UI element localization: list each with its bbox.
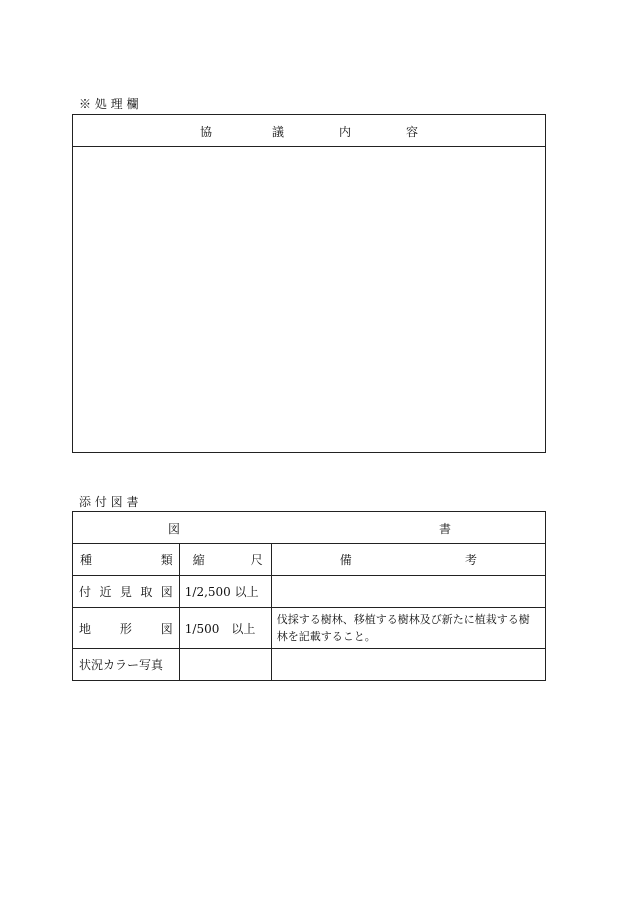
- scale-cell: [179, 576, 271, 608]
- attachments-table: [72, 511, 546, 681]
- scale-header-char: 尺: [250, 553, 263, 567]
- table-row: [73, 608, 546, 649]
- kind-char: 地: [79, 621, 92, 636]
- kind-char: 図: [160, 585, 173, 599]
- kind-cell: [73, 608, 180, 649]
- remarks-value: 伐採する樹林、移植する樹林及び新たに植栽する樹林を記載すること。: [276, 613, 530, 643]
- consultation-header-char: 議: [272, 125, 285, 139]
- attachments-top-header-row: [73, 512, 546, 544]
- column-header-row: [73, 544, 546, 576]
- kind-char: 形: [119, 621, 132, 636]
- remarks-cell: [271, 649, 545, 681]
- consultation-header-char: 容: [406, 125, 419, 139]
- remarks-column-header: [271, 544, 545, 576]
- kind-header-char: 類: [160, 553, 173, 567]
- kind-char: 図: [160, 621, 173, 636]
- table-row: [73, 649, 546, 681]
- remarks-value: [272, 590, 545, 594]
- attachments-section-title: 添 付 図 書: [79, 495, 139, 509]
- scale-value: 1/2,500 以上: [184, 585, 259, 599]
- scale-cell: [179, 649, 271, 681]
- scale-column-header: [179, 544, 271, 576]
- kind-cell: [73, 649, 180, 681]
- top-header-char: 書: [439, 522, 452, 536]
- remarks-cell: [271, 576, 545, 608]
- kind-char: 取: [140, 585, 153, 599]
- scale-header-char: 縮: [192, 553, 205, 567]
- consultation-header-char: 協: [200, 125, 213, 139]
- consultation-box: [72, 114, 546, 453]
- kind-column-header: [73, 544, 180, 576]
- attachments-top-header: [73, 512, 546, 544]
- remarks-cell: [271, 608, 545, 649]
- kind-cell: [73, 576, 180, 608]
- scale-value: 1/500 以上: [184, 621, 256, 636]
- remarks-header-char: 考: [464, 553, 477, 567]
- remarks-value: [272, 663, 545, 667]
- processing-section-title: ※ 処 理 欄: [79, 97, 139, 111]
- consultation-header: [73, 115, 545, 147]
- kind-value: 状況カラー写真: [79, 658, 164, 672]
- consultation-header-char: 内: [339, 125, 352, 139]
- kind-header-char: 種: [80, 553, 93, 567]
- table-row: [73, 576, 546, 608]
- kind-char: 近: [99, 585, 112, 599]
- top-header-char: 図: [168, 522, 181, 536]
- scale-cell: [179, 608, 271, 649]
- remarks-header-char: 備: [339, 553, 352, 567]
- kind-char: 見: [119, 585, 132, 599]
- kind-char: 付: [79, 585, 92, 599]
